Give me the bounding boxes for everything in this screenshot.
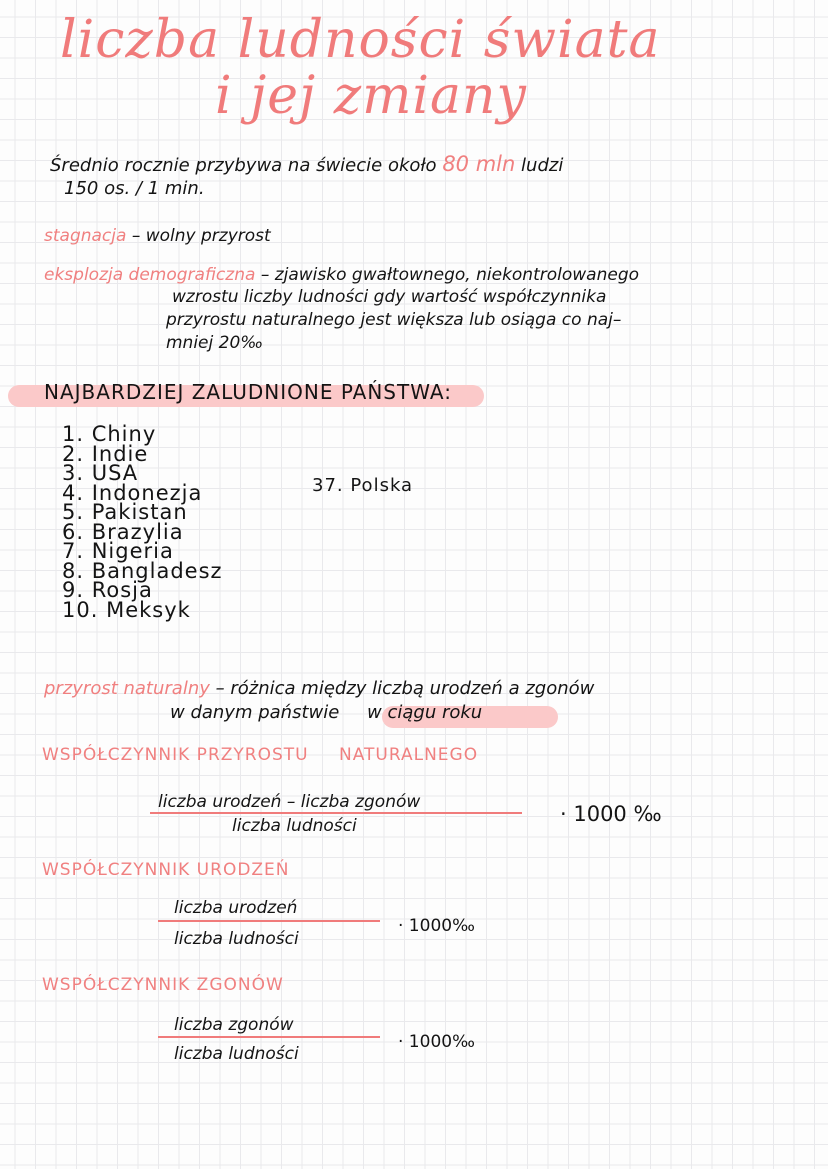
intro-value: 80 mln <box>442 152 516 176</box>
list-item: 1. Chiny <box>62 422 157 446</box>
list-item: 3. USA <box>62 461 139 485</box>
wu-factor: · 1000‰ <box>398 916 475 936</box>
wu-heading: WSPÓŁCZYNNIK URODZEŃ <box>42 860 290 880</box>
wz-numerator: liczba zgonów <box>174 1015 294 1035</box>
wz-heading: WSPÓŁCZYNNIK ZGONÓW <box>42 975 284 995</box>
eksplozja-def-2: wzrostu liczby ludności gdy wartość współczynnika <box>172 287 607 307</box>
przyrost-line-1 <box>44 678 594 699</box>
list-item: 9. Rosja <box>62 578 153 602</box>
wu-fraction-line <box>158 920 380 922</box>
list-item: 6. Brazylia <box>62 519 184 544</box>
list-item: 8. Bangladesz <box>62 558 223 583</box>
page-title-line-2: i jej zmiany <box>215 66 527 126</box>
page-title-line-1: liczba ludności świata <box>60 10 661 70</box>
przyrost-def-1: – różnica między liczbą urodzeń a zgonów <box>215 678 595 699</box>
intro-rate: 150 os. / 1 min. <box>64 178 205 199</box>
wpn-fraction-line <box>150 812 522 814</box>
list-item: 10. Meksyk <box>62 597 191 622</box>
wz-factor: · 1000‰ <box>398 1032 475 1052</box>
przyrost-line-2 <box>170 702 482 723</box>
eksplozja-def-4: mniej 20‰ <box>166 333 264 353</box>
list-item: 2. Indie <box>62 441 149 466</box>
stagnacja-line <box>44 226 271 246</box>
stagnacja-definition: – wolny przyrost <box>131 226 271 246</box>
wu-numerator: liczba urodzeń <box>174 898 298 918</box>
przyrost-def-2a: w danym państwie <box>170 702 340 723</box>
poland-rank: 37. Polska <box>312 475 414 496</box>
list-item: 5. Pakistan <box>62 500 188 524</box>
eksplozja-def-3: przyrostu naturalnego jest większa lub osiąga co naj– <box>166 310 622 330</box>
wu-denominator: liczba ludności <box>174 929 299 949</box>
eksplozja-term: eksplozja demograficzna <box>44 265 256 285</box>
wz-fraction-line <box>158 1036 380 1038</box>
przyrost-def-2b: w ciągu roku <box>367 702 483 723</box>
stagnacja-term: stagnacja <box>44 226 127 246</box>
wpn-denominator: liczba ludności <box>232 816 357 836</box>
eksplozja-line-1 <box>44 265 639 285</box>
wpn-numerator: liczba urodzeń – liczba zgonów <box>158 792 421 812</box>
list-item: 7. Nigeria <box>62 539 174 563</box>
intro-suffix: ludzi <box>521 155 564 176</box>
wz-denominator: liczba ludności <box>174 1044 299 1064</box>
country-list <box>62 422 223 622</box>
wpn-heading-1: WSPÓŁCZYNNIK PRZYROSTU <box>42 745 309 765</box>
populous-heading: NAJBARDZIEJ ZALUDNIONE PAŃSTWA: <box>44 380 452 404</box>
przyrost-term: przyrost naturalny <box>44 678 210 699</box>
wpn-heading <box>42 745 478 765</box>
eksplozja-def-1: – zjawisko gwałtownego, niekontrolowanego <box>260 265 640 285</box>
wpn-factor: · 1000 ‰ <box>560 802 662 826</box>
list-item: 4. Indonezja <box>62 480 203 505</box>
intro-line <box>50 152 563 176</box>
intro-text: Średnio rocznie przybywa na świecie około <box>50 155 437 176</box>
wpn-heading-2: NATURALNEGO <box>339 745 479 765</box>
